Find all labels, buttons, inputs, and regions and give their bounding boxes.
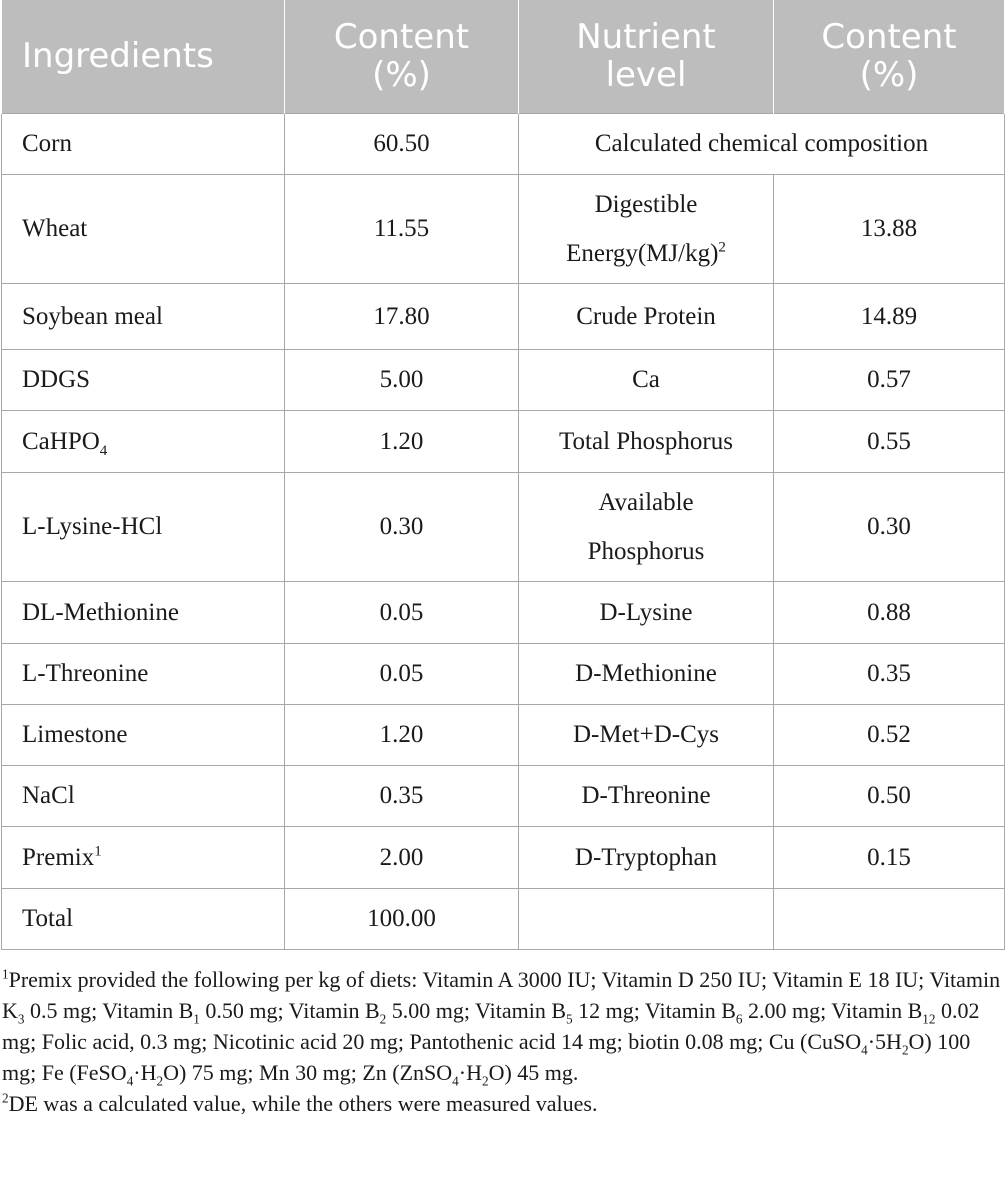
table-footnotes xyxy=(2,964,1002,1119)
nutrient-cell: Crude Protein xyxy=(519,283,774,349)
content-cell: 2.00 xyxy=(285,826,519,888)
table-row xyxy=(2,581,1005,643)
nutrient-cell xyxy=(519,888,774,949)
content-cell: 60.50 xyxy=(285,113,519,174)
diet-composition-table xyxy=(1,0,1005,950)
nutrient-value-cell xyxy=(774,888,1005,949)
content-cell: 0.05 xyxy=(285,581,519,643)
footnote-2: $^2$DE was a calculated value, while the others were measured values. xyxy=(2,1090,598,1116)
content-cell: 0.35 xyxy=(285,765,519,826)
content-cell: 17.80 xyxy=(285,283,519,349)
content-cell: 11.55 xyxy=(285,174,519,283)
table-row xyxy=(2,643,1005,704)
nutrient-cell: D-Methionine xyxy=(519,643,774,704)
ingredient-cell: DDGS xyxy=(2,349,285,410)
footnote-1: $^1$Premix provided the following per kg of diets: Vitamin A 3000 IU; Vitamin D 250 IU; Vitamin E 18 IU; Vitamin $K_3$ 0.5 mg; Vitamin $B_1$ 0.50 mg; Vitamin $B_2$ 5.00 mg; Vitamin $B_5$ 12 mg; Vitamin $B_6$ 2.00 mg; Vitamin $B_{12}$ 0.02 mg; Folic acid, 0.3 mg; Nicotinic acid 20 mg; Pantothenic acid 14 mg; biotin 0.08 mg; Cu $(CuSO_4\cdot 5H_2O)$ 100 mg; Fe $(FeSO_4\cdot H_2O)$ 75 mg; Mn 30 mg; Zn $(ZnSO_4\cdot H_2O)$ 45 mg. xyxy=(2,966,1001,1088)
content-cell: 100.00 xyxy=(285,888,519,949)
table-row xyxy=(2,174,1005,283)
table-row xyxy=(2,113,1005,174)
content-cell: 0.30 xyxy=(285,472,519,581)
content-cell: 0.05 xyxy=(285,643,519,704)
nutrient-value-cell: 0.30 xyxy=(774,472,1005,581)
table-row xyxy=(2,349,1005,410)
nutrient-value-cell: 0.15 xyxy=(774,826,1005,888)
table-row xyxy=(2,704,1005,765)
nutrient-value-cell: 0.52 xyxy=(774,704,1005,765)
nutrient-cell: D-Tryptophan xyxy=(519,826,774,888)
nutrient-cell: D-Met+D-Cys xyxy=(519,704,774,765)
ingredient-cell: Total xyxy=(2,888,285,949)
nutrient-value-cell: 0.50 xyxy=(774,765,1005,826)
nutrient-value-cell: 0.88 xyxy=(774,581,1005,643)
section-label-cell: Calculated chemical composition xyxy=(519,113,1005,174)
nutrient-value-cell: 13.88 xyxy=(774,174,1005,283)
content-cell: 1.20 xyxy=(285,410,519,472)
ingredient-cell: NaCl xyxy=(2,765,285,826)
ingredient-cell: Limestone xyxy=(2,704,285,765)
content-cell: 1.20 xyxy=(285,704,519,765)
header-ingredients: Ingredients xyxy=(2,0,285,113)
table-header xyxy=(2,0,1005,113)
nutrient-value-cell: 0.57 xyxy=(774,349,1005,410)
table-row xyxy=(2,826,1005,888)
ingredient-cell: Premix$^1$ xyxy=(2,826,285,888)
content-cell: 5.00 xyxy=(285,349,519,410)
ingredient-cell: Wheat xyxy=(2,174,285,283)
table-row xyxy=(2,765,1005,826)
ingredient-cell: Soybean meal xyxy=(2,283,285,349)
ingredient-cell: L-Lysine-HCl xyxy=(2,472,285,581)
ingredient-cell: Corn xyxy=(2,113,285,174)
nutrient-cell: Total Phosphorus xyxy=(519,410,774,472)
nutrient-cell: D-Lysine xyxy=(519,581,774,643)
nutrient-cell: Ca xyxy=(519,349,774,410)
ingredient-cell: CaHPO$_4$ xyxy=(2,410,285,472)
header-content: Content (%) xyxy=(285,0,519,113)
table-row xyxy=(2,472,1005,581)
table-row xyxy=(2,283,1005,349)
nutrient-cell: D-Threonine xyxy=(519,765,774,826)
ingredient-cell: DL-Methionine xyxy=(2,581,285,643)
nutrient-value-cell: 0.55 xyxy=(774,410,1005,472)
nutrient-value-cell: 0.35 xyxy=(774,643,1005,704)
nutrient-value-cell: 14.89 xyxy=(774,283,1005,349)
nutrient-cell: Digestible $Energy(MJ/kg)^2$ xyxy=(519,174,774,283)
table-row xyxy=(2,410,1005,472)
table-row-total xyxy=(2,888,1005,949)
ingredient-cell: L-Threonine xyxy=(2,643,285,704)
header-content-nutrient: Content (%) xyxy=(774,0,1005,113)
nutrient-cell: Available Phosphorus xyxy=(519,472,774,581)
header-nutrient-level: Nutrient level xyxy=(519,0,774,113)
